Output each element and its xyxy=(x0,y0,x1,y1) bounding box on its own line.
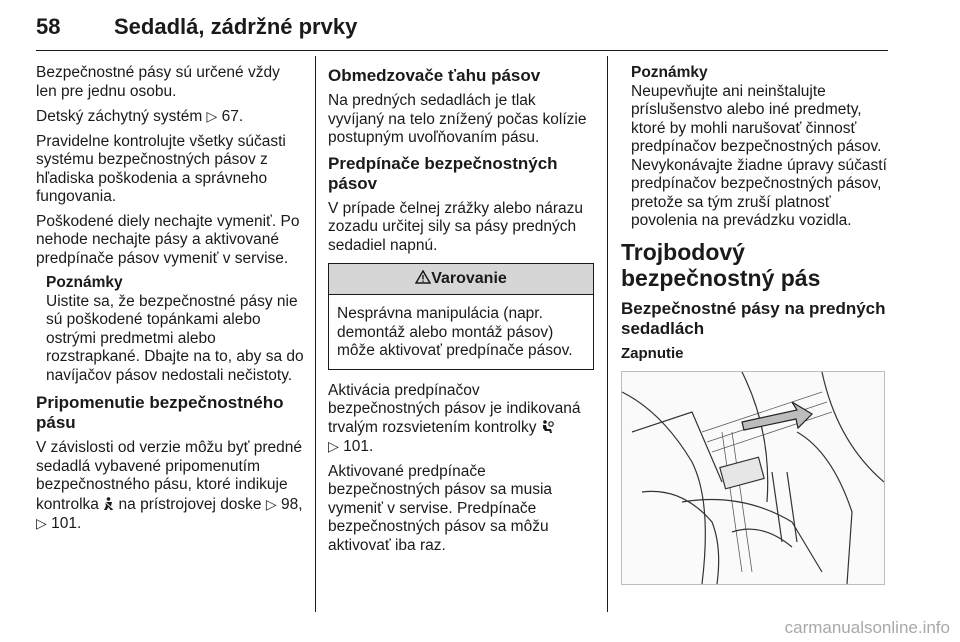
warning-title: Varovanie xyxy=(431,270,507,287)
note-box xyxy=(46,274,304,385)
column-divider xyxy=(607,56,608,612)
heading-three-point-belt: Trojbodový bezpečnostný pás xyxy=(621,238,821,291)
subheading-pretensioners: Predpínače bezpečnostných pásov xyxy=(328,153,558,193)
watermark: carmanualsonline.info xyxy=(784,618,950,637)
paragraph: Pravidelne kontrolujte všetky súčasti systému bezpečnostných pásov z hľadiska poškodenia a správneho fungovania. xyxy=(36,132,286,205)
seatbelt-illustration xyxy=(621,371,885,585)
column-2 xyxy=(328,64,594,561)
seat-airbag-icon xyxy=(541,420,554,434)
paragraph: Na predných sedadlách je tlak vyvíjaný na telo znížený počas kolízie postupným uvoľňovaním pásu. xyxy=(328,92,587,146)
paragraph: Detský záchytný systém ▷ 67. xyxy=(36,108,244,125)
triangle-right-icon: ▷ xyxy=(36,515,47,531)
seatbelt-fastening-drawing xyxy=(622,372,884,584)
page-number: 58 xyxy=(36,14,61,39)
column-1 xyxy=(36,64,304,540)
page-header xyxy=(36,10,888,51)
subheading-belt-limiters: Obmedzovače ťahu pásov xyxy=(328,66,541,85)
warning-body: Nesprávna manipulácia (napr. demontáž alebo montáž pásov) môže aktivovať predpínače pásov. xyxy=(337,305,573,359)
warning-header xyxy=(329,264,593,295)
triangle-right-icon: ▷ xyxy=(265,495,277,512)
subheading-fastening: Zapnutie xyxy=(621,344,684,362)
paragraph: Poškodené diely nechajte vymeniť. Po nehode nechajte pásy a aktivované predpínače pásov vymeniť v servise. xyxy=(36,212,300,267)
paragraph: Aktivované predpínače bezpečnostných pásov sa musia vymeniť v servise. Predpínače bezpečnostných pásov sa môžu aktivovať iba raz. xyxy=(328,462,553,554)
note-box xyxy=(631,64,889,231)
warning-box xyxy=(328,263,594,370)
paragraph: V prípade čelnej zrážky alebo nárazu zozadu určitej sily sa pásy predných sedadiel napnú. xyxy=(328,199,584,254)
note-title: Poznámky xyxy=(631,64,708,81)
subheading-front-seat-belts: Bezpečnostné pásy na predných sedadlách xyxy=(621,298,886,338)
triangle-right-icon: ▷ xyxy=(328,438,339,454)
seatbelt-person-icon xyxy=(103,497,114,511)
page-reference-link[interactable]: 101. xyxy=(51,515,82,532)
page-reference-link[interactable]: 67. xyxy=(221,108,244,125)
warning-triangle-icon xyxy=(415,270,431,284)
column-divider xyxy=(315,56,316,612)
paragraph: Bezpečnostné pásy sú určené vždy len pre jednu osobu. xyxy=(36,64,280,100)
triangle-right-icon: ▷ xyxy=(206,108,218,124)
page-reference-link[interactable]: 98, xyxy=(280,495,303,513)
column-3 xyxy=(621,64,889,585)
paragraph: V závislosti od verzie môžu byť predné sedadlá vybavené pripomenutím bezpečnostného pásu, ktoré indikuje kontrolka na prístrojovej doske ▷ 98, ▷ 101. xyxy=(36,439,303,532)
page-reference-link[interactable]: 101. xyxy=(343,438,374,455)
paragraph: Aktivácia predpínačov bezpečnostných pásov je indikovaná trvalým rozsvietením kontrolky ▷ 101. xyxy=(328,381,581,455)
note-body: Uistite sa, že bezpečnostné pásy nie sú poškodené topánkami alebo ostrými predmetmi alebo rozstrapkané. Dbajte na to, aby sa do navíjačov pásov nedostali nečistoty. xyxy=(46,292,304,384)
subheading-belt-reminder: Pripomenutie bezpečnostného pásu xyxy=(36,393,284,432)
section-title: Sedadlá, zádržné prvky xyxy=(114,14,358,39)
note-title: Poznámky xyxy=(46,274,123,291)
note-body: Neupevňujte ani neinštalujte príslušenstvo alebo iné predmety, ktoré by mohli narušovať činnosť predpínačov bezpečnostných pásov. Nevykonávajte žiadne úpravy súčastí predpínačov bezpečnostných pásov, pretože sa tým zruší platnosť povolenia na prevádzku vozidla. xyxy=(631,82,887,229)
